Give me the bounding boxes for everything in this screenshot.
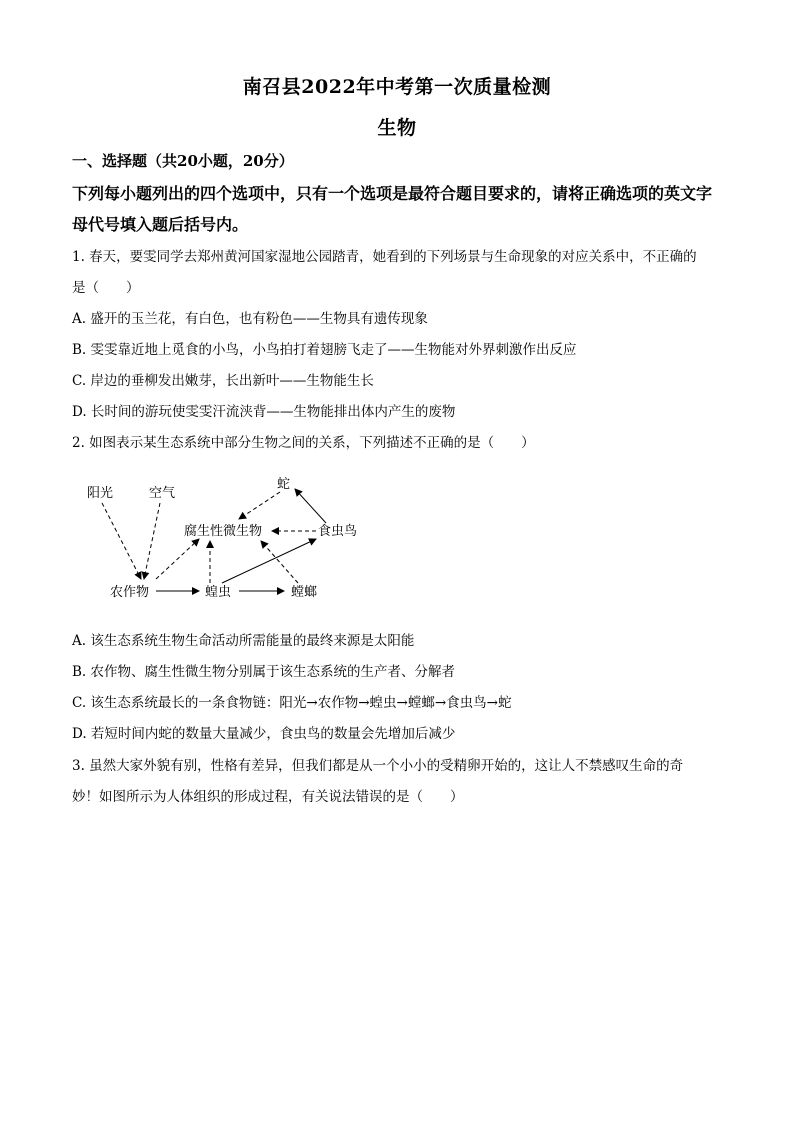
section-heading: 一、选择题（共20小题，20分） xyxy=(72,152,294,170)
arrow-locust-to-bird xyxy=(222,539,316,583)
node-bird: 食虫鸟 xyxy=(318,524,358,539)
q3-stem-line2: 妙！如图所示为人体组织的形成过程，有关说法错误的是（ ） xyxy=(72,789,464,805)
q1-option-c: C. 岸边的垂柳发出嫩芽，长出新叶——生物能生长 xyxy=(72,373,374,389)
q3-stem-line1: 3. 虽然大家外貌有别，性格有差异，但我们都是从一个小小的受精卵开始的，这让人不禁感叹生命的奇 xyxy=(72,758,684,774)
node-snake: 蛇 xyxy=(277,477,291,492)
node-sunlight: 阳光 xyxy=(87,486,114,501)
node-mantis: 螳螂 xyxy=(291,585,318,600)
q2-option-c: C. 该生态系统最长的一条食物链：阳光→农作物→蝗虫→螳螂→食虫鸟→蛇 xyxy=(72,695,512,711)
q2-stem: 2. 如图表示某生态系统中部分生物之间的关系，下列描述不正确的是（ ） xyxy=(72,435,535,451)
node-air: 空气 xyxy=(149,486,176,501)
q1-stem-line1: 1. 春天，要雯同学去郑州黄河国家湿地公园踏青，她看到的下列场景与生命现象的对应关系中，不正确的 xyxy=(72,249,697,265)
node-decomposer: 腐生性微生物 xyxy=(184,524,263,539)
q2-option-d: D. 若短时间内蛇的数量大量减少，食虫鸟的数量会先增加后减少 xyxy=(72,726,456,742)
node-crop: 农作物 xyxy=(110,585,150,600)
q1-option-d: D. 长时间的游玩使雯雯汗流浃背——生物能排出体内产生的废物 xyxy=(72,404,456,420)
arrow-snake-to-decomposer xyxy=(239,492,280,519)
q2-option-b: B. 农作物、腐生性微生物分别属于该生态系统的生产者、分解者 xyxy=(72,664,456,680)
subject-title: 生物 xyxy=(377,117,417,139)
arrow-bird-to-snake xyxy=(295,489,326,523)
q2-option-a: A. 该生态系统生物生命活动所需能量的最终来源是太阳能 xyxy=(72,633,415,649)
arrow-air-to-crop xyxy=(144,503,160,579)
q1-option-b: B. 雯雯靠近地上觅食的小鸟，小鸟拍打着翅膀飞走了——生物能对外界刺激作出反应 xyxy=(72,342,577,358)
node-locust: 蝗虫 xyxy=(205,585,232,600)
arrow-sunlight-to-crop xyxy=(102,503,141,579)
q1-option-a: A. 盛开的玉兰花，有白色，也有粉色——生物具有遗传现象 xyxy=(72,311,428,327)
food-web-diagram xyxy=(72,475,392,610)
arrow-crop-to-decomposer xyxy=(156,539,199,579)
q1-stem-line2: 是（ ） xyxy=(72,280,140,296)
exam-title: 南召县2022年中考第一次质量检测 xyxy=(242,76,552,98)
section-instruction: 下列每小题列出的四个选项中，只有一个选项是最符合题目要求的，请将正确选项的英文字母代号填入题后括号内。 xyxy=(72,184,713,234)
